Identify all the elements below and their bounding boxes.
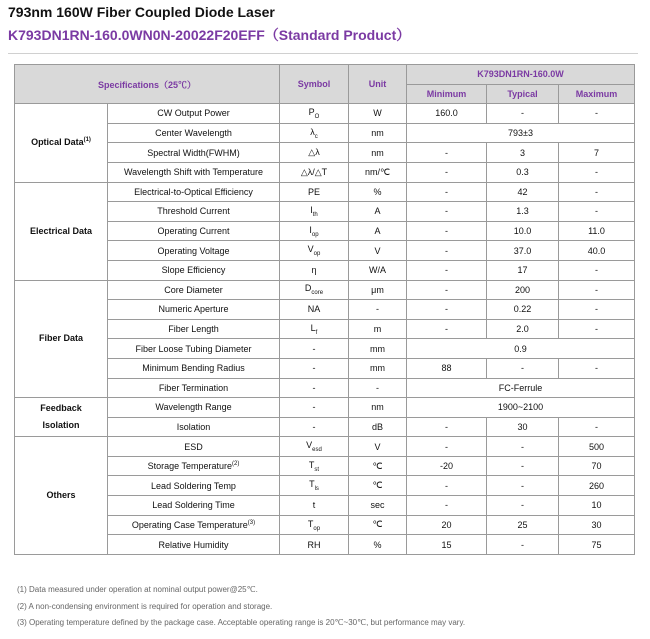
- parameter-name: [108, 162, 280, 182]
- table-row: [15, 143, 635, 163]
- parameter-name: [108, 496, 280, 516]
- table-row: [15, 358, 635, 378]
- group-label-fiber: [15, 280, 108, 398]
- symbol-cell: [280, 515, 349, 535]
- parameter-name: [108, 182, 280, 202]
- symbol-cell: [280, 339, 349, 359]
- typical-cell: 0.22: [487, 300, 559, 320]
- parameter-name: [108, 202, 280, 222]
- symbol-cell: [280, 241, 349, 261]
- table-row: [15, 123, 635, 143]
- unit-cell: ℃: [349, 476, 407, 496]
- minimum-header: Minimum: [407, 84, 487, 104]
- group-label-feedback: [15, 398, 108, 437]
- maximum-cell: -: [559, 417, 635, 437]
- symbol-subscript: core: [311, 290, 324, 297]
- typical-header: Typical: [487, 84, 559, 104]
- maximum-cell: 40.0: [559, 241, 635, 261]
- unit-cell: -: [349, 378, 407, 398]
- table-body: [15, 104, 635, 555]
- unit-cell: V: [349, 437, 407, 457]
- symbol-subscript: st: [314, 466, 320, 473]
- symbol-cell: [280, 319, 349, 339]
- minimum-cell: -20: [407, 456, 487, 476]
- parameter-text: Storage Temperature: [147, 461, 233, 472]
- unit-cell: nm: [349, 143, 407, 163]
- parameter-text: CW Output Power: [157, 108, 230, 119]
- maximum-cell: 11.0: [559, 221, 635, 241]
- minimum-cell: -: [407, 162, 487, 182]
- maximum-cell: 30: [559, 515, 635, 535]
- parameter-text: Lead Soldering Temp: [151, 480, 236, 491]
- symbol-subscript: O: [314, 113, 320, 120]
- parameter-text: Numeric Aperture: [158, 304, 229, 315]
- symbol-cell: [280, 143, 349, 163]
- unit-cell: mm: [349, 339, 407, 359]
- symbol-subscript: ls: [314, 486, 319, 493]
- parameter-text: Center Wavelength: [155, 128, 232, 139]
- maximum-cell: -: [559, 202, 635, 222]
- title-divider: [8, 53, 638, 54]
- unit-cell: sec: [349, 496, 407, 516]
- maximum-cell: 7: [559, 143, 635, 163]
- symbol-text: -: [312, 363, 316, 374]
- typical-cell: 37.0: [487, 241, 559, 261]
- typical-cell: 2.0: [487, 319, 559, 339]
- specifications-table: [14, 64, 635, 555]
- symbol-text: -: [312, 382, 316, 393]
- parameter-name: [108, 437, 280, 457]
- symbol-text: T: [309, 479, 315, 490]
- symbol-cell: [280, 182, 349, 202]
- table-row: [15, 496, 635, 516]
- symbol-text: -: [312, 343, 316, 354]
- parameter-name: [108, 535, 280, 555]
- unit-cell: nm/℃: [349, 162, 407, 182]
- parameter-name: [108, 104, 280, 124]
- symbol-subscript: f: [315, 329, 318, 336]
- parameter-name: [108, 300, 280, 320]
- product-subtitle: K793DN1RN-160.0WN0N-20022F20EFF（Standard Product）: [8, 27, 411, 43]
- maximum-cell: -: [559, 280, 635, 300]
- footnote-marker: (1): [83, 137, 91, 144]
- minimum-cell: 20: [407, 515, 487, 535]
- symbol-cell: [280, 476, 349, 496]
- symbol-cell: [280, 202, 349, 222]
- maximum-header: Maximum: [559, 84, 635, 104]
- unit-cell: nm: [349, 123, 407, 143]
- table-row: [15, 476, 635, 496]
- table-row: [15, 280, 635, 300]
- typical-cell: -: [487, 437, 559, 457]
- parameter-name: [108, 358, 280, 378]
- symbol-text: L: [310, 322, 316, 333]
- typical-cell: 17: [487, 260, 559, 280]
- symbol-text: V: [306, 440, 313, 451]
- maximum-cell: -: [559, 260, 635, 280]
- unit-cell: V: [349, 241, 407, 261]
- minimum-cell: -: [407, 319, 487, 339]
- minimum-cell: -: [407, 143, 487, 163]
- typical-cell: 3: [487, 143, 559, 163]
- maximum-cell: 75: [559, 535, 635, 555]
- model-header: K793DN1RN-160.0W: [407, 65, 635, 85]
- group-label-line: Isolation: [42, 420, 80, 431]
- parameter-name: [108, 378, 280, 398]
- typical-cell: -: [487, 104, 559, 124]
- minimum-cell: -: [407, 417, 487, 437]
- parameter-name: [108, 260, 280, 280]
- symbol-text: I: [309, 224, 312, 235]
- table-row: [15, 319, 635, 339]
- table-header: [15, 65, 635, 104]
- symbol-subscript: op: [311, 231, 319, 238]
- symbol-subscript: c: [314, 133, 318, 140]
- minimum-cell: -: [407, 280, 487, 300]
- spec-header: Specifications（25℃）: [15, 65, 280, 104]
- typical-cell: -: [487, 456, 559, 476]
- unit-cell: m: [349, 319, 407, 339]
- typical-cell: 0.3: [487, 162, 559, 182]
- symbol-header: Symbol: [280, 65, 349, 104]
- table-row: [15, 300, 635, 320]
- symbol-text: -: [312, 402, 316, 413]
- minimum-cell: -: [407, 241, 487, 261]
- symbol-text: △λ: [308, 147, 320, 158]
- table-row: [15, 515, 635, 535]
- symbol-cell: [280, 496, 349, 516]
- typical-cell: -: [487, 535, 559, 555]
- unit-cell: dB: [349, 417, 407, 437]
- symbol-subscript: esd: [312, 446, 322, 453]
- symbol-cell: [280, 123, 349, 143]
- typical-cell: -: [487, 358, 559, 378]
- page-title: 793nm 160W Fiber Coupled Diode Laser: [8, 4, 275, 20]
- table-row: [15, 104, 635, 124]
- footnotes: [17, 582, 465, 632]
- table-row: [15, 378, 635, 398]
- maximum-cell: 260: [559, 476, 635, 496]
- table-row: [15, 182, 635, 202]
- table-row: [15, 417, 635, 437]
- typical-cell: 30: [487, 417, 559, 437]
- unit-cell: A: [349, 202, 407, 222]
- maximum-cell: -: [559, 300, 635, 320]
- parameter-text: Relative Humidity: [158, 539, 229, 550]
- merged-value-cell: FC-Ferrule: [407, 378, 635, 398]
- table-row: [15, 241, 635, 261]
- parameter-name: [108, 241, 280, 261]
- footnote-3: (3) Operating temperature defined by the package case. Acceptable operating range is 20℃~30℃, but performance may vary.: [17, 618, 466, 627]
- minimum-cell: -: [407, 202, 487, 222]
- minimum-cell: -: [407, 496, 487, 516]
- parameter-name: [108, 280, 280, 300]
- symbol-subscript: th: [312, 211, 318, 218]
- symbol-text: -: [312, 421, 316, 432]
- symbol-text: t: [312, 500, 316, 511]
- minimum-cell: -: [407, 476, 487, 496]
- typical-cell: 200: [487, 280, 559, 300]
- group-label-optical: [15, 104, 108, 182]
- symbol-text: I: [310, 205, 313, 216]
- maximum-cell: -: [559, 182, 635, 202]
- unit-cell: %: [349, 182, 407, 202]
- unit-cell: nm: [349, 398, 407, 418]
- parameter-text: Slope Efficiency: [161, 265, 226, 276]
- symbol-cell: [280, 417, 349, 437]
- merged-value-cell: 1900~2100: [407, 398, 635, 418]
- symbol-text: D: [304, 283, 312, 294]
- symbol-cell: [280, 104, 349, 124]
- minimum-cell: -: [407, 437, 487, 457]
- symbol-text: PE: [307, 186, 320, 197]
- minimum-cell: 160.0: [407, 104, 487, 124]
- unit-cell: μm: [349, 280, 407, 300]
- symbol-text: RH: [307, 539, 321, 550]
- typical-cell: 10.0: [487, 221, 559, 241]
- typical-cell: -: [487, 476, 559, 496]
- unit-cell: mm: [349, 358, 407, 378]
- unit-cell: W: [349, 104, 407, 124]
- symbol-subscript: op: [313, 251, 321, 258]
- parameter-text: Fiber Loose Tubing Diameter: [135, 343, 252, 354]
- unit-cell: %: [349, 535, 407, 555]
- table-row: [15, 339, 635, 359]
- group-label-others: [15, 437, 108, 555]
- symbol-cell: [280, 378, 349, 398]
- minimum-cell: 88: [407, 358, 487, 378]
- table-row: [15, 437, 635, 457]
- typical-cell: 42: [487, 182, 559, 202]
- parameter-name: [108, 456, 280, 476]
- typical-cell: 1.3: [487, 202, 559, 222]
- symbol-cell: [280, 221, 349, 241]
- parameter-text: Operating Case Temperature: [131, 519, 248, 530]
- parameter-text: Lead Soldering Time: [152, 500, 235, 511]
- group-label-text: Fiber Data: [38, 333, 83, 344]
- symbol-cell: [280, 398, 349, 418]
- unit-header: Unit: [349, 65, 407, 104]
- symbol-cell: [280, 437, 349, 457]
- symbol-text: △λ/△T: [300, 166, 328, 177]
- typical-cell: -: [487, 496, 559, 516]
- footnote-marker: (3): [247, 519, 256, 526]
- table-row: [15, 398, 635, 418]
- group-label-line: Feedback: [40, 403, 82, 414]
- symbol-cell: [280, 260, 349, 280]
- symbol-subscript: op: [313, 525, 321, 532]
- parameter-text: Electrical-to-Optical Efficiency: [134, 186, 253, 197]
- parameter-name: [108, 221, 280, 241]
- symbol-cell: [280, 456, 349, 476]
- symbol-text: η: [311, 265, 317, 276]
- maximum-cell: -: [559, 319, 635, 339]
- maximum-cell: 70: [559, 456, 635, 476]
- parameter-text: ESD: [184, 441, 203, 452]
- parameter-name: [108, 398, 280, 418]
- footnote-1: (1) Data measured under operation at nominal output power@25℃.: [17, 585, 258, 594]
- maximum-cell: 500: [559, 437, 635, 457]
- minimum-cell: -: [407, 221, 487, 241]
- parameter-name: [108, 339, 280, 359]
- table-row: [15, 162, 635, 182]
- group-label-text: Electrical Data: [29, 225, 93, 236]
- unit-cell: W/A: [349, 260, 407, 280]
- symbol-cell: [280, 280, 349, 300]
- table-row: [15, 221, 635, 241]
- group-label-electrical: [15, 182, 108, 280]
- parameter-text: Fiber Termination: [158, 382, 229, 393]
- table-row: [15, 202, 635, 222]
- symbol-text: V: [307, 244, 314, 255]
- unit-cell: ℃: [349, 456, 407, 476]
- maximum-cell: 10: [559, 496, 635, 516]
- table-row: [15, 535, 635, 555]
- maximum-cell: -: [559, 104, 635, 124]
- typical-cell: 25: [487, 515, 559, 535]
- parameter-text: Spectral Width(FWHM): [147, 147, 240, 158]
- parameter-text: Isolation: [176, 421, 211, 432]
- symbol-text: T: [308, 459, 315, 470]
- table-row: [15, 260, 635, 280]
- parameter-name: [108, 319, 280, 339]
- table-row: [15, 456, 635, 476]
- parameter-name: [108, 143, 280, 163]
- symbol-text: P: [308, 107, 315, 118]
- minimum-cell: -: [407, 300, 487, 320]
- maximum-cell: -: [559, 358, 635, 378]
- symbol-text: λ: [310, 126, 315, 137]
- parameter-text: Operating Voltage: [157, 245, 230, 256]
- maximum-cell: -: [559, 162, 635, 182]
- unit-cell: A: [349, 221, 407, 241]
- footnote-marker: (2): [232, 461, 240, 468]
- symbol-cell: [280, 358, 349, 378]
- parameter-text: Fiber Length: [168, 324, 219, 335]
- minimum-cell: 15: [407, 535, 487, 555]
- parameter-text: Minimum Bending Radius: [142, 363, 245, 374]
- parameter-name: [108, 123, 280, 143]
- symbol-text: T: [307, 518, 314, 529]
- unit-cell: ℃: [349, 515, 407, 535]
- parameter-name: [108, 417, 280, 437]
- minimum-cell: -: [407, 260, 487, 280]
- parameter-text: Core Diameter: [164, 284, 223, 295]
- parameter-text: Wavelength Range: [155, 402, 232, 413]
- symbol-cell: [280, 535, 349, 555]
- minimum-cell: -: [407, 182, 487, 202]
- symbol-cell: [280, 300, 349, 320]
- symbol-text: NA: [307, 304, 321, 315]
- unit-cell: -: [349, 300, 407, 320]
- parameter-name: [108, 515, 280, 535]
- merged-value-cell: 0.9: [407, 339, 635, 359]
- group-label-text: Others: [46, 490, 76, 501]
- merged-value-cell: 793±3: [407, 123, 635, 143]
- parameter-text: Operating Current: [157, 226, 230, 237]
- footnote-2: (2) A non-condensing environment is required for operation and storage.: [17, 601, 273, 611]
- group-label-text: Optical Data: [31, 137, 84, 148]
- parameter-name: [108, 476, 280, 496]
- parameter-text: Wavelength Shift with Temperature: [123, 167, 264, 178]
- parameter-text: Threshold Current: [157, 206, 230, 217]
- symbol-cell: [280, 162, 349, 182]
